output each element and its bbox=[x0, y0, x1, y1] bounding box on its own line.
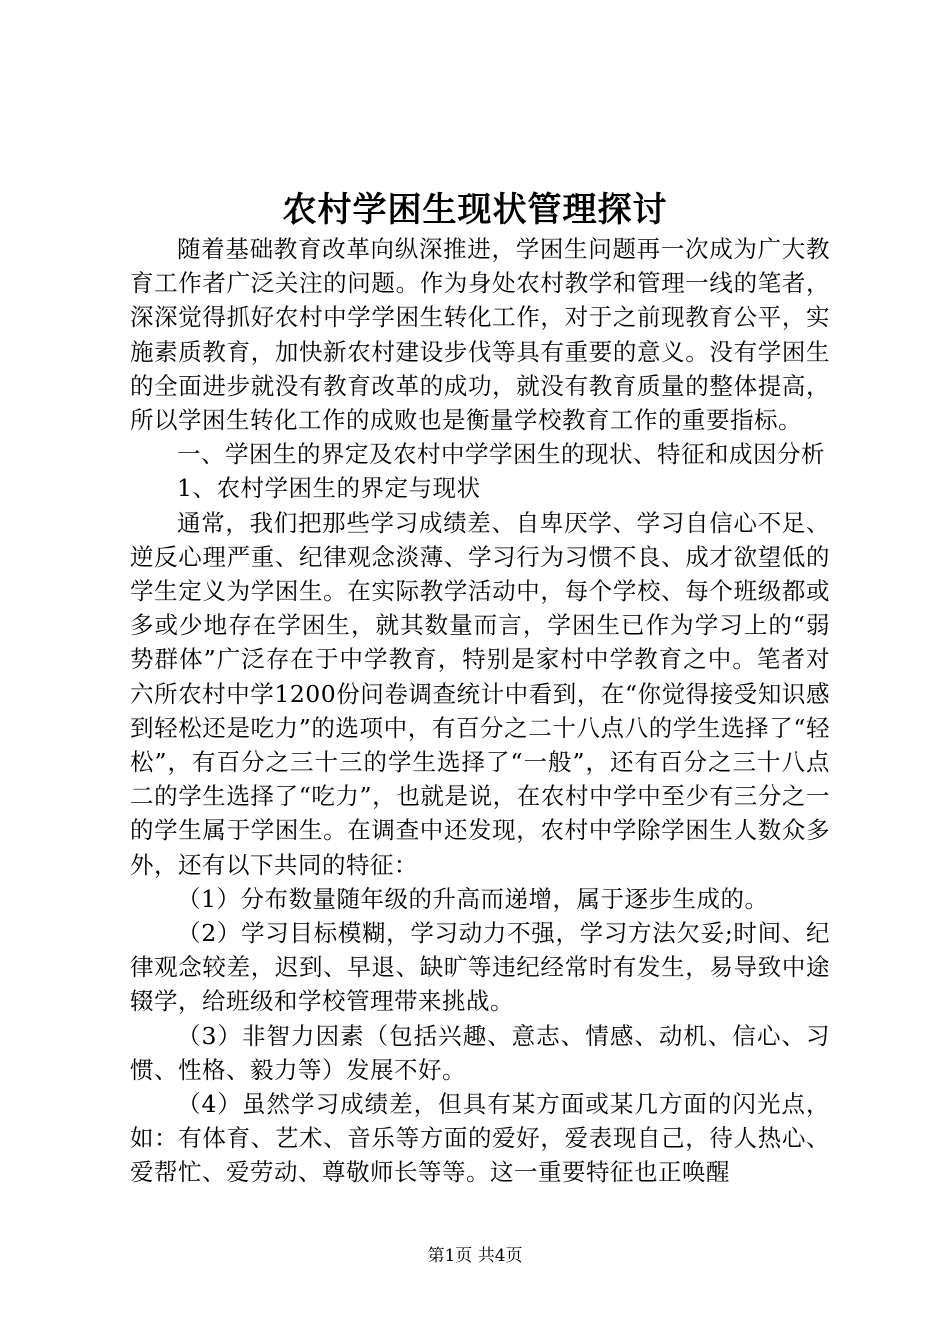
paragraph-definition: 通常，我们把那些学习成绩差、自卑厌学、学习自信心不足、逆反心理严重、纪律观念淡薄、学习行为习惯不良、成才欲望低的学生定义为学困生。在实际教学活动中，每个学校、每个班级都或多或少地存在学困生，就其数量而言，学困生已作为学习上的“弱势群体”广泛存在于中学教育，特别是家村中学教育之中。笔者对六所农村中学1200份问卷调查统计中看到，在“你觉得接受知识感到轻松还是吃力”的选项中，有百分之二十八点八的学生选择了“轻松”，有百分之三十三的学生选择了“一般”，还有百分之三十八点二的学生选择了“吃力”，也就是说，在农村中学中至少有三分之一的学生属于学困生。在调查中还发现，农村中学除学困生人数众多外，还有以下共同的特征： bbox=[130, 508, 830, 879]
document-body bbox=[130, 232, 830, 1190]
list-item-4: （4）虽然学习成绩差，但具有某方面或某几方面的闪光点，如：有体育、艺术、音乐等方面的爱好，爱表现自己，待人热心、爱帮忙、爱劳动、尊敬师长等等。这一重要特征也正唤醒 bbox=[130, 1090, 830, 1187]
list-item-3: （3）非智力因素（包括兴趣、意志、情感、动机、信心、习惯、性格、毅力等）发展不好。 bbox=[130, 1021, 830, 1084]
section-heading-1: 一、学困生的界定及农村中学学困生的现状、特征和成因分析 bbox=[177, 440, 825, 469]
page-footer: 第1页 共4页 bbox=[427, 1246, 523, 1266]
list-item-2: （2）学习目标模糊，学习动力不强，学习方法欠妥;时间、纪律观念较差，迟到、早退、缺旷等违纪经常时有发生，易导致中途辍学，给班级和学校管理带来挑战。 bbox=[130, 919, 830, 1016]
subsection-heading-1: 1、农村学困生的界定与现状 bbox=[177, 474, 481, 503]
paragraph-intro: 随着基础教育改革向纵深推进，学困生问题再一次成为广大教育工作者广泛关注的问题。作为身处农村教学和管理一线的笔者，深深觉得抓好农村中学学困生转化工作，对于之前现教育公平，实施素质教育，加快新农村建设步伐等具有重要的意义。没有学困生的全面进步就没有教育改革的成功，就没有教育质量的整体提高，所以学困生转化工作的成败也是衡量学校教育工作的重要指标。 bbox=[130, 235, 830, 435]
document-title: 农村学困生现状管理探讨 bbox=[282, 190, 668, 230]
list-item-1: （1）分布数量随年级的升高而递增，属于逐步生成的。 bbox=[177, 884, 769, 913]
